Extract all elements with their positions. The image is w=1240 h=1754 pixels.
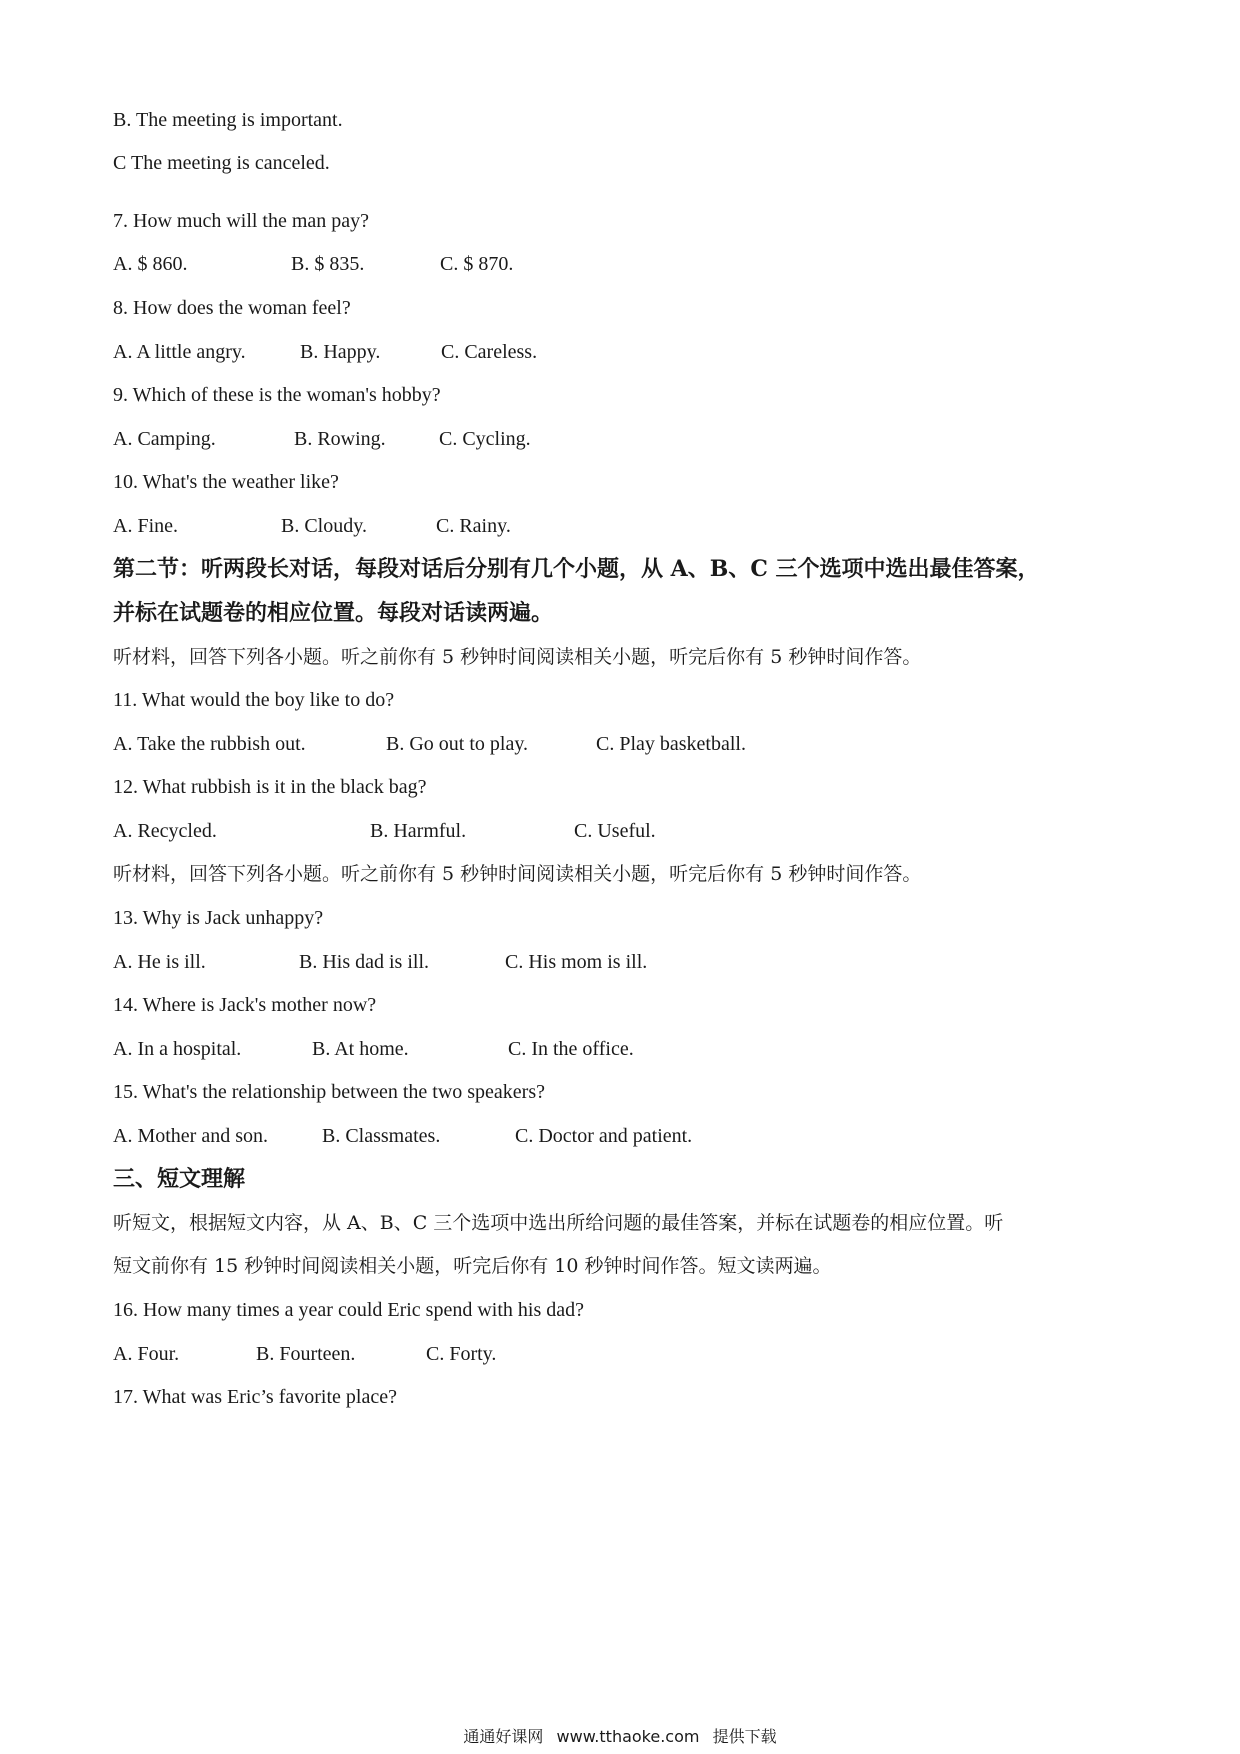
option-b: B. Classmates.	[322, 1125, 441, 1147]
option-a: A. Take the rubbish out.	[113, 733, 306, 755]
option-b: B. At home.	[312, 1038, 409, 1060]
question-13: 13. Why is Jack unhappy?	[113, 907, 324, 929]
option-b: B. Harmful.	[370, 820, 467, 842]
question-12: 12. What rubbish is it in the black bag?	[113, 776, 427, 798]
option-c: C. Doctor and patient.	[515, 1125, 693, 1147]
option-a: A. In a hospital.	[113, 1038, 242, 1060]
footer-note: 提供下载	[712, 1727, 777, 1746]
option-c: C. Play basketball.	[596, 733, 746, 755]
option-c: C. Careless.	[441, 341, 538, 363]
question-15: 15. What's the relationship between the two speakers?	[113, 1081, 545, 1103]
option-c: C. Rainy.	[436, 515, 511, 537]
option-a: A. Camping.	[113, 428, 216, 450]
option-c: C. Forty.	[426, 1343, 497, 1365]
option-b-meeting: B. The meeting is important.	[113, 109, 343, 131]
option-c: C. $ 870.	[440, 253, 514, 275]
section-2-heading-line-1: 第二节：听两段长对话，每段对话后分别有几个小题，从 A、B、C 三个选项中选出最佳答案，	[113, 556, 1040, 582]
question-11: 11. What would the boy like to do?	[113, 689, 395, 711]
option-a: A. Four.	[113, 1343, 180, 1365]
option-a: A. Fine.	[113, 515, 178, 537]
section-2-heading-line-2: 并标在试题卷的相应位置。每段对话读两遍。	[113, 600, 554, 626]
option-c-meeting: C The meeting is canceled.	[113, 152, 330, 174]
option-b: B. Rowing.	[294, 428, 386, 450]
question-7: 7. How much will the man pay?	[113, 210, 370, 232]
option-c: C. In the office.	[508, 1038, 634, 1060]
question-9: 9. Which of these is the woman's hobby?	[113, 384, 441, 406]
option-b: B. $ 835.	[291, 253, 365, 275]
option-b: B. Go out to play.	[386, 733, 529, 755]
option-c: C. His mom is ill.	[505, 951, 648, 973]
option-b: B. His dad is ill.	[299, 951, 430, 973]
option-b: B. Fourteen.	[256, 1343, 356, 1365]
question-14: 14. Where is Jack's mother now?	[113, 994, 377, 1016]
option-a: A. He is ill.	[113, 951, 206, 973]
option-b: B. Cloudy.	[281, 515, 367, 537]
footer-url[interactable]: www.tthaoke.com	[556, 1727, 700, 1746]
section-3-heading: 三、短文理解	[113, 1166, 246, 1192]
option-a: A. A little angry.	[113, 341, 246, 363]
footer-site-name: 通通好课网	[463, 1727, 544, 1746]
page-footer	[0, 1724, 1240, 1747]
instruction-1: 听材料，回答下列各小题。听之前你有 5 秒钟时间阅读相关小题，听完后你有 5 秒钟时间作答。	[113, 646, 922, 668]
option-b: B. Happy.	[300, 341, 381, 363]
option-a: A. Recycled.	[113, 820, 217, 842]
option-a: A. Mother and son.	[113, 1125, 268, 1147]
question-8: 8. How does the woman feel?	[113, 297, 351, 319]
option-c: C. Useful.	[574, 820, 656, 842]
section-3-instruction-line-2: 短文前你有 15 秒钟时间阅读相关小题，听完后你有 10 秒钟时间作答。短文读两遍。	[113, 1255, 832, 1277]
option-a: A. $ 860.	[113, 253, 188, 275]
option-c: C. Cycling.	[439, 428, 531, 450]
question-17: 17. What was Eric’s favorite place?	[113, 1386, 397, 1408]
instruction-2: 听材料，回答下列各小题。听之前你有 5 秒钟时间阅读相关小题，听完后你有 5 秒钟时间作答。	[113, 863, 922, 885]
question-10: 10. What's the weather like?	[113, 471, 339, 493]
question-16: 16. How many times a year could Eric spend with his dad?	[113, 1299, 584, 1321]
section-3-instruction-line-1: 听短文，根据短文内容，从 A、B、C 三个选项中选出所给问题的最佳答案，并标在试题卷的相应位置。听	[113, 1212, 1004, 1234]
